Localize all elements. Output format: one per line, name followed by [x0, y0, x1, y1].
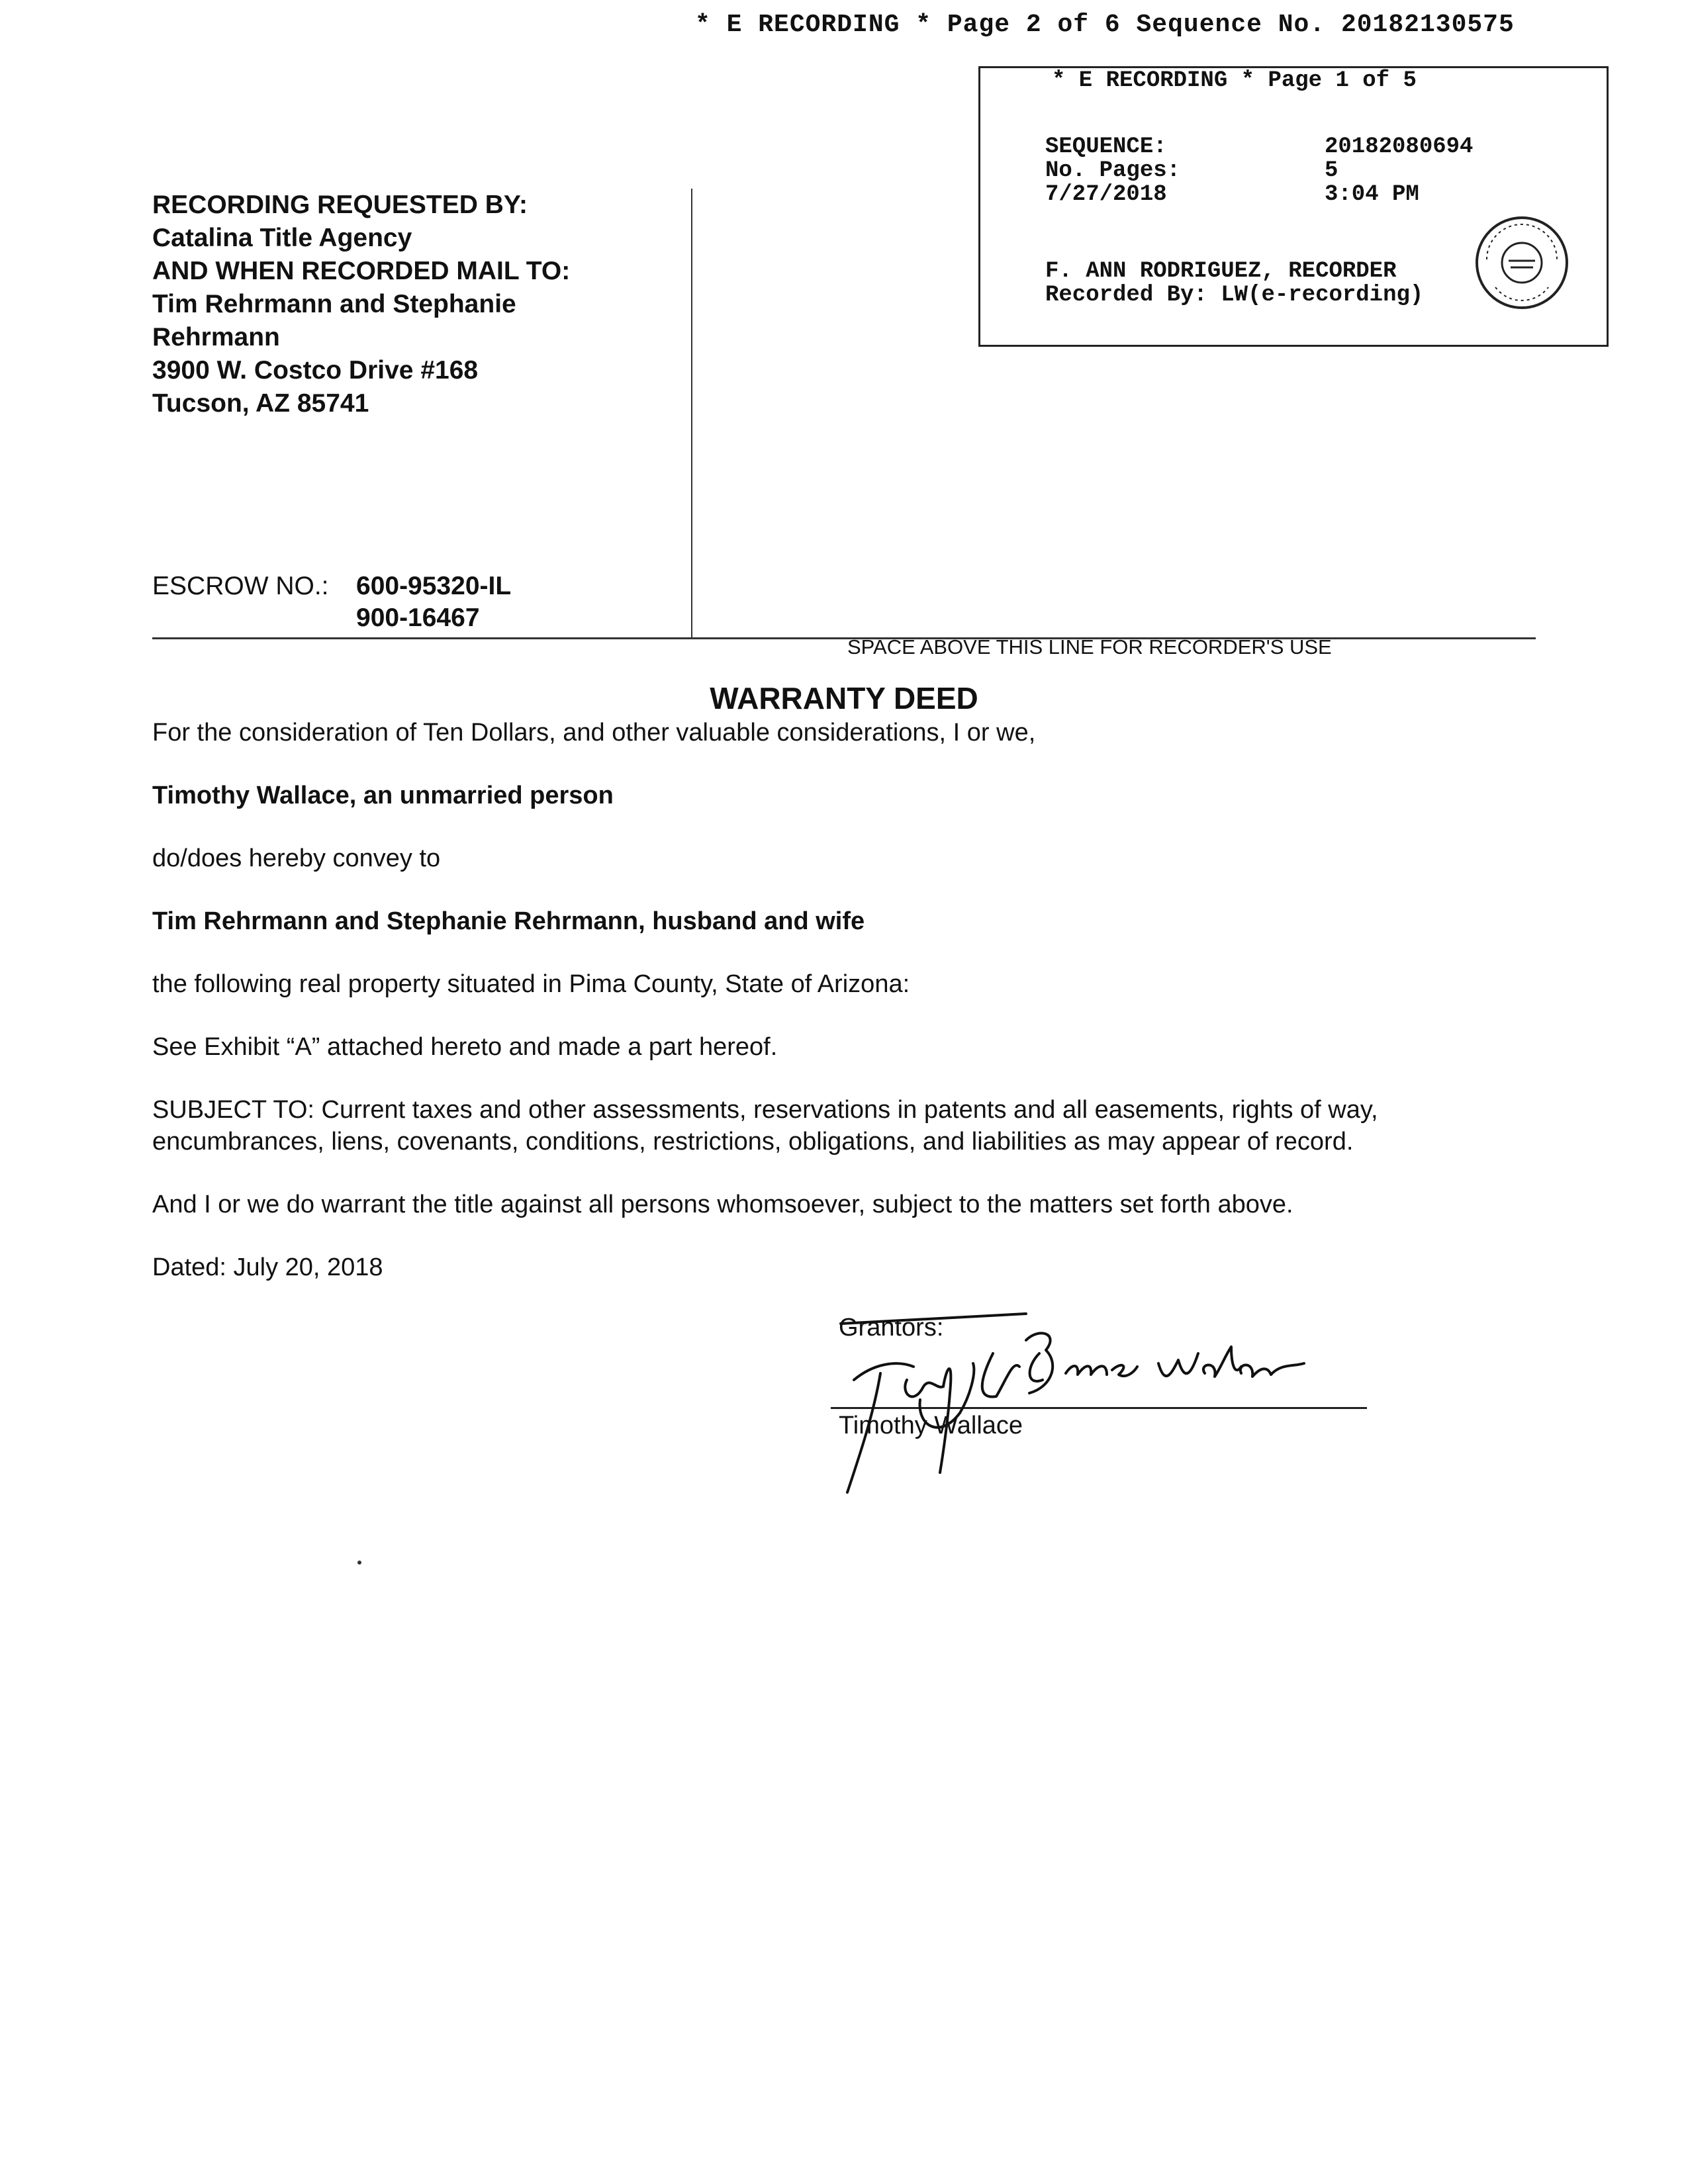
mail-to-line: 3900 W. Costco Drive #168	[152, 356, 479, 385]
subject-to-line: encumbrances, liens, covenants, conditions, restrictions, obligations, and liabilities as may appear of record.	[152, 1128, 1354, 1156]
recorded-by: Recorded By: LW(e-recording)	[1045, 283, 1424, 308]
grantee-text: Tim Rehrmann and Stephanie Rehrmann, husband and wife	[152, 907, 865, 935]
recorder-name: F. ANN RODRIGUEZ, RECORDER	[1045, 259, 1397, 284]
pages-value: 5	[1325, 158, 1338, 183]
sequence-value: 20182080694	[1325, 134, 1474, 159]
escrow-label: ESCROW NO.:	[152, 572, 329, 600]
recording-header: * E RECORDING * Page 2 of 6 Sequence No. 20182130575	[695, 11, 1515, 39]
requested-by-name: Catalina Title Agency	[152, 224, 412, 252]
requested-by-label: RECORDING REQUESTED BY:	[152, 191, 528, 219]
escrow-block	[152, 570, 512, 634]
exhibit-text: See Exhibit “A” attached hereto and made a part hereof.	[152, 1033, 778, 1061]
mail-to-line: Tucson, AZ 85741	[152, 389, 369, 418]
consideration-text: For the consideration of Ten Dollars, and other valuable considerations, I or we,	[152, 719, 1036, 747]
recording-requested-block	[152, 189, 570, 420]
recorder-box-header: * E RECORDING * Page 1 of 5	[1052, 68, 1417, 93]
convey-text: do/does hereby convey to	[152, 844, 441, 872]
recorded-date: 7/27/2018	[1045, 182, 1167, 207]
warrant-text: And I or we do warrant the title against all persons whomsoever, subject to the matters set forth above.	[152, 1191, 1293, 1218]
sequence-label: SEQUENCE:	[1045, 134, 1167, 159]
grantors-label: Grantors:	[839, 1314, 944, 1342]
dated-text: Dated: July 20, 2018	[152, 1253, 383, 1281]
escrow-number: 900-16467	[356, 604, 480, 632]
document-title: WARRANTY DEED	[710, 681, 978, 715]
handwritten-signature	[808, 1300, 1337, 1512]
scan-artifact	[357, 1561, 361, 1565]
pages-label: No. Pages:	[1045, 158, 1181, 183]
escrow-number: 600-95320-IL	[356, 572, 512, 600]
recorded-time: 3:04 PM	[1325, 182, 1419, 207]
mail-to-label: AND WHEN RECORDED MAIL TO:	[152, 257, 571, 285]
grantor-text: Timothy Wallace, an unmarried person	[152, 782, 614, 809]
recorder-use-note: SPACE ABOVE THIS LINE FOR RECORDER'S USE	[847, 635, 1332, 659]
mail-to-line: Tim Rehrmann and Stephanie	[152, 290, 516, 318]
mail-to-line: Rehrmann	[152, 323, 280, 351]
grantor-signed-name: Timothy Wallace	[839, 1412, 1023, 1439]
county-recorder-seal-icon	[1472, 213, 1571, 312]
property-text: the following real property situated in Pima County, State of Arizona:	[152, 970, 910, 998]
subject-to-line: SUBJECT TO: Current taxes and other assessments, reservations in patents and all easements, rights of way,	[152, 1096, 1378, 1124]
vertical-divider	[691, 189, 692, 639]
